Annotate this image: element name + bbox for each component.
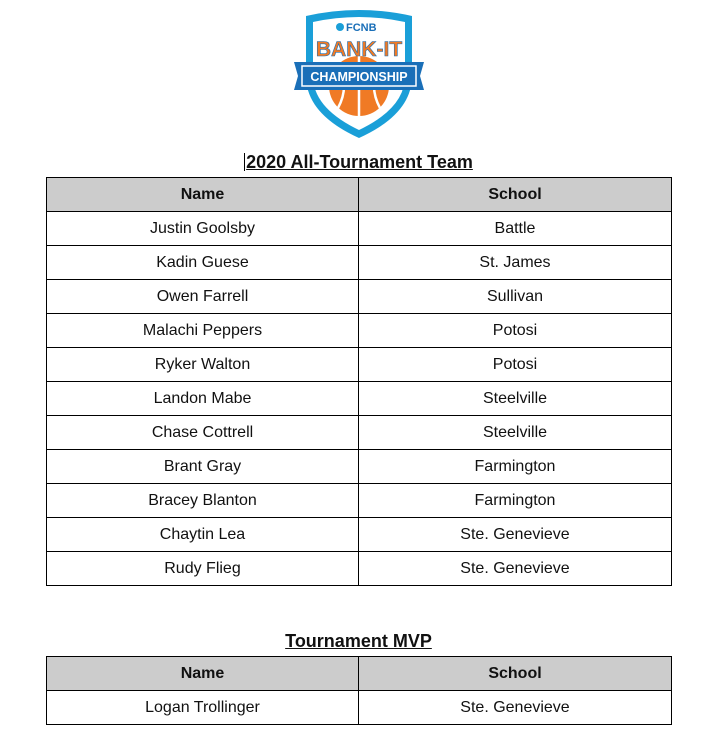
text-cursor xyxy=(244,153,245,171)
mvp-title: Tournament MVP xyxy=(285,631,432,651)
player-school: Steelville xyxy=(359,416,672,450)
table-row xyxy=(47,484,672,518)
player-school: Ste. Genevieve xyxy=(359,552,672,586)
player-name: Owen Farrell xyxy=(47,280,359,314)
player-school: St. James xyxy=(359,246,672,280)
player-school: Battle xyxy=(359,212,672,246)
column-header-name: Name xyxy=(47,178,359,212)
column-header-school: School xyxy=(359,657,672,691)
player-name: Ryker Walton xyxy=(47,348,359,382)
player-name: Malachi Peppers xyxy=(47,314,359,348)
player-name: Landon Mabe xyxy=(47,382,359,416)
table-row xyxy=(47,691,672,725)
table-row xyxy=(47,416,672,450)
player-name: Chase Cottrell xyxy=(47,416,359,450)
player-name: Logan Trollinger xyxy=(47,691,359,725)
player-name: Brant Gray xyxy=(47,450,359,484)
table-row xyxy=(47,246,672,280)
logo-fcnb-text: FCNB xyxy=(346,22,377,34)
column-header-school: School xyxy=(359,178,672,212)
logo-bank-it-text: BANK-IT xyxy=(315,38,403,61)
player-school: Ste. Genevieve xyxy=(359,691,672,725)
table-row xyxy=(47,212,672,246)
table-row xyxy=(47,518,672,552)
fcnb-leaf-icon xyxy=(336,23,344,31)
table-row xyxy=(47,552,672,586)
table-row xyxy=(47,382,672,416)
player-name: Chaytin Lea xyxy=(47,518,359,552)
player-school: Potosi xyxy=(359,348,672,382)
table-header-row xyxy=(47,657,672,691)
player-school: Farmington xyxy=(359,484,672,518)
table-row xyxy=(47,348,672,382)
all-tournament-title xyxy=(46,151,671,173)
player-name: Rudy Flieg xyxy=(47,552,359,586)
player-school: Farmington xyxy=(359,450,672,484)
mvp-table xyxy=(46,656,672,725)
logo-championship-text: CHAMPIONSHIP xyxy=(310,70,408,84)
table-row xyxy=(47,314,672,348)
table-row xyxy=(47,280,672,314)
all-tournament-table xyxy=(46,177,672,586)
player-school: Potosi xyxy=(359,314,672,348)
table-row xyxy=(47,450,672,484)
player-school: Steelville xyxy=(359,382,672,416)
player-name: Kadin Guese xyxy=(47,246,359,280)
column-header-name: Name xyxy=(47,657,359,691)
table-header-row xyxy=(47,178,672,212)
player-school: Ste. Genevieve xyxy=(359,518,672,552)
player-name: Justin Goolsby xyxy=(47,212,359,246)
player-school: Sullivan xyxy=(359,280,672,314)
bank-it-championship-logo xyxy=(288,6,430,140)
all-tournament-title-text: 2020 All-Tournament Team xyxy=(246,152,473,172)
player-name: Bracey Blanton xyxy=(47,484,359,518)
